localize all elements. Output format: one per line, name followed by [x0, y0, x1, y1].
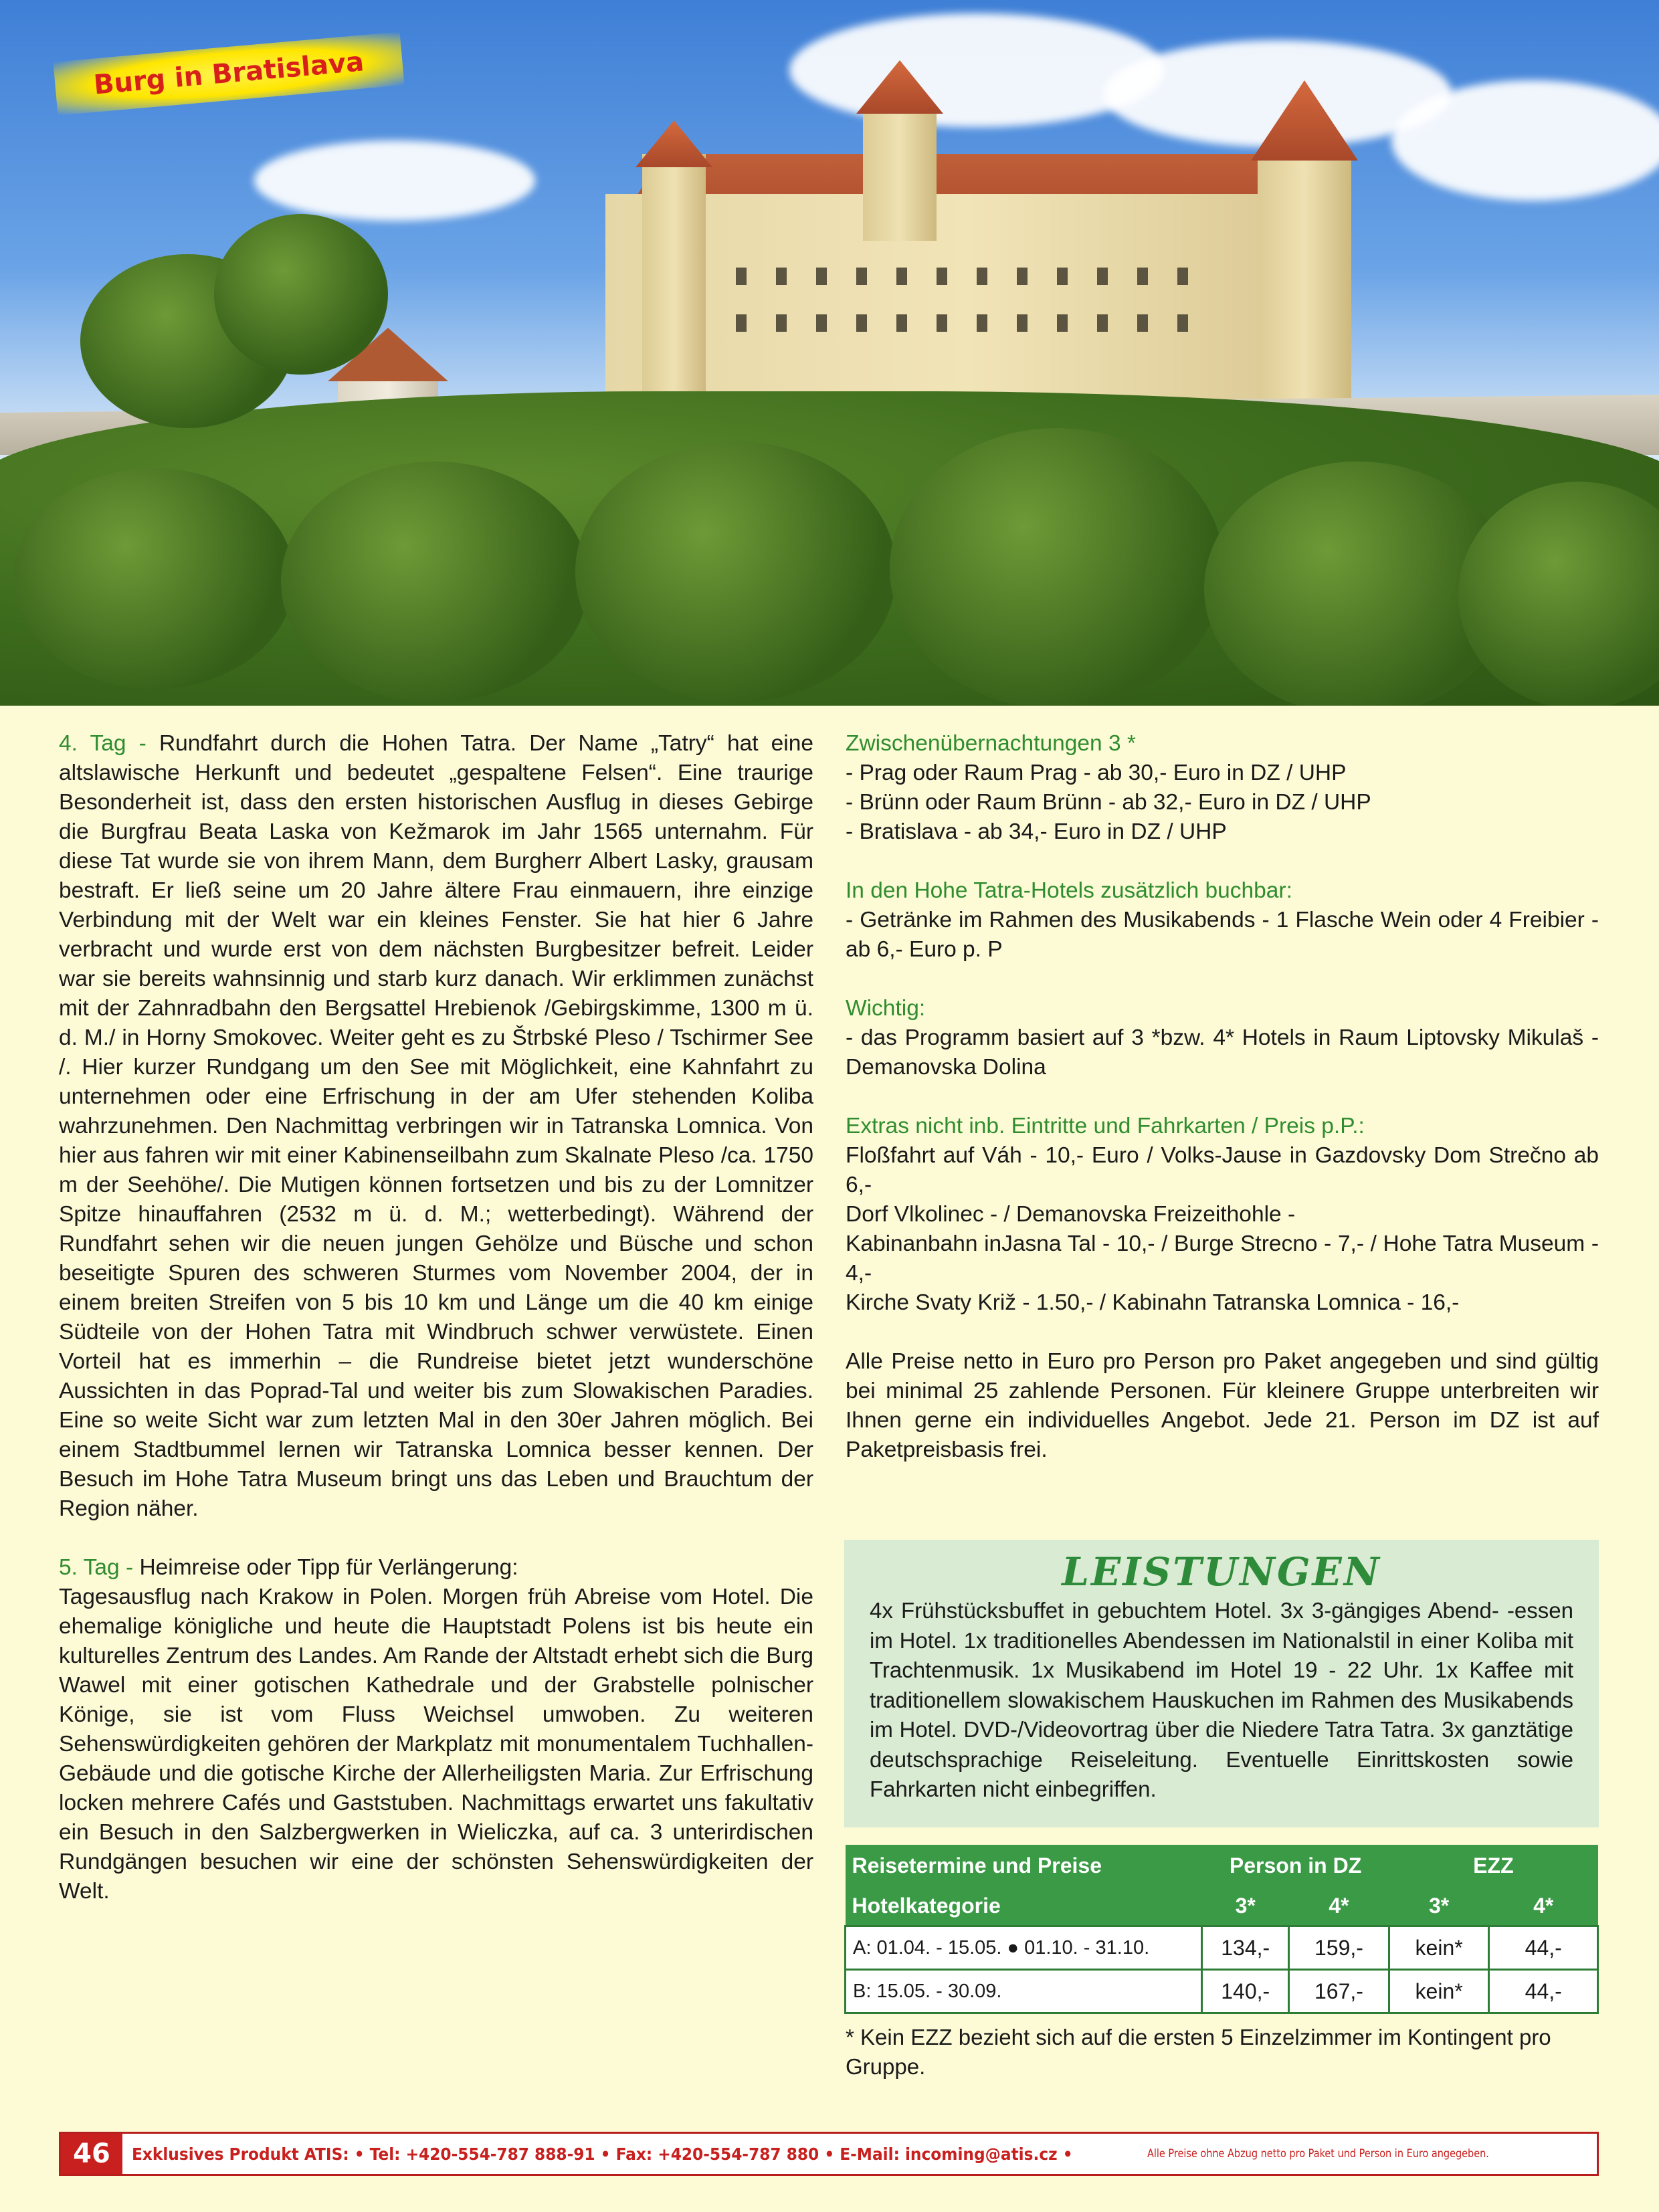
table-footnote: * Kein EZZ bezieht sich auf die ersten 5 Einzelzimmer im Kontingent pro Gruppe. [846, 2025, 1551, 2079]
row-term: A: 01.04. - 15.05. ● 01.10. - 31.10. [846, 1926, 1202, 1970]
table-row [846, 1970, 1598, 2013]
day4-paragraph [59, 729, 813, 1524]
zwischen-heading: Zwischenübernachtungen 3 * [846, 731, 1136, 756]
extras-line: Floßfahrt auf Váh - 10,- Euro / Volks-Jause in Gazdovsky Dom Strečno ab 6,- [846, 1143, 1599, 1197]
wichtig-text: - das Programm basiert auf 3 *bzw. 4* Hotels in Raum Liptovsky Mikulaš - Demanovska Dolina [846, 1025, 1599, 1080]
day4-text: Rundfahrt durch die Hohen Tatra. Der Name „Tatry“ hat eine altslawische Herkunft und bedeutet „gespaltene Felsen“. Eine traurige Besonderheit ist, dass den ersten historischen Ausflug in dieses Gebirge die Burgfrau Beata Laska von Kežmarok im Jahr 1565 unternahm. Für diese Tat wurde sie von ihrem Mann, dem Burgherr Albert Lasky, grausam bestraft. Er ließ seine um 20 Jahre ältere Frau einmauern, ihre einzige Verbindung mit der Welt war ein kleines Fenster. Sie hat hier 6 Jahre verbracht und wurde erst von dem nächsten Burgbesitzer befreit. Leider war sie bereits wahnsinnig und starb kurz danach. Wir erklimmen zunächst mit der Zahnradbahn den Bergsattel Hrebienok /Gebirgskimme, 1300 m ü. d. M./ in Horny Smokovec. Weiter geht es zu Štrbské Pleso / Tschirmer See /. Hier kurzer Rundgang um den See mit Möglichkeit, eine Kahnfahrt zu unternehmen oder eine Erfrischung in der am Ufer stehenden Koliba wahrzunehmen. Den Nachmittag verbringen wir in Tatranska Lomnica. Von hier aus fahren wir mit einer Kabinenseilbahn zum Skalnate Pleso /ca. 1750 m der Seehöhe/. Die Mutigen können fortsetzen und bis zu der Lomnitzer Spitze hinauffahren (2532 m ü. d. M.; wetterbedingt). Während der Rundfahrt sehen wir die neuen jungen Gehölze und Büsche und schon beseitigte Spuren des schweren Sturmes vom November 2004, der in einem breiten Streifen von 5 bis 10 km und Länge um die 40 km einige Südteile von der Hohen Tatra mit Windbruch schwer verwüstete. Einen Vorteil hat es immerhin – die Rundreise bietet jetzt wunderschöne Aussichten in das Poprad-Tal und weiter bis zum Slowakischen Paradies. Eine so weite Sicht war zum letzten Mal in den 30er Jahren möglich. Bei einem Stadtbummel lernen wir Tatranska Lomnica besser kennen. Der Besuch im Hohe Tatra Museum bringt uns das Leben und Brauchtum der Region näher. [59, 731, 813, 1521]
leistungen-box [844, 1540, 1599, 1827]
row-ezz-3: kein* [1389, 1970, 1489, 2013]
row-term: B: 15.05. - 30.09. [846, 1970, 1202, 2013]
zusatz-heading: In den Hohe Tatra-Hotels zusätzlich buchbar: [846, 878, 1292, 903]
photo-caption-badge [54, 31, 405, 115]
row-price-4: 159,- [1289, 1926, 1389, 1970]
day5-heading-line [59, 1553, 813, 1583]
extras-line: Dorf Vlkolinec - / Demanovska Freizeithohle - [846, 1202, 1296, 1227]
table-header-row [846, 1845, 1598, 1886]
zwischen-line: - Prag oder Raum Prag - ab 30,- Euro in DZ / UHP [846, 761, 1347, 785]
header-category: 4* [1289, 1886, 1389, 1926]
row-price-3: 140,- [1202, 1970, 1289, 2013]
zusatz-text: - Getränke im Rahmen des Musikabends - 1 Flasche Wein oder 4 Freibier - ab 6,- Euro p. P [846, 908, 1599, 962]
header-category: 3* [1389, 1886, 1489, 1926]
hero-photo-bratislava-castle [0, 0, 1659, 706]
row-ezz-4: 44,- [1489, 1926, 1598, 1970]
day4-label: 4. Tag - [59, 731, 159, 756]
header-person-dz: Person in DZ [1202, 1845, 1389, 1886]
page-number: 46 [61, 2134, 122, 2174]
prices-info-text: Alle Preise netto in Euro pro Person pro Paket angegeben und sind gültig bei minimal 25 zahlende Personen. Für kleinere Gruppe unterbreiten wir Ihnen gerne ein individuelles Angebot. Jede 21. Person im DZ ist auf Paketpreisbasis frei. [846, 1349, 1599, 1462]
zwischen-line: - Bratislava - ab 34,- Euro in DZ / UHP [846, 819, 1227, 844]
leistungen-text: 4x Frühstücksbuffet in gebuchtem Hotel. 3x 3-gängiges Abend- -essen im Hotel. 1x traditionelles Abendessen im Nationalstil in einer Koliba mit Trachtenmusik. 1x Musikabend im Hotel 19 - 22 Uhr. 1x Kaffee mit traditionellem slowakischem Hauskuchen im Rahmen des Musikabends im Hotel. DVD-/Videovortrag über die Niedere Tatra Tatra. 3x ganztätige deutschsprachige Reiseleitung. Eventuelle Einrittskosten sowie Fahrkarten nicht einbegriffen. [870, 1598, 1573, 1801]
header-ezz: EZZ [1389, 1845, 1597, 1886]
table-header-row [846, 1886, 1598, 1926]
extras-line: Kabinanbahn inJasna Tal - 10,- / Burge Strecno - 7,- / Hohe Tatra Museum - 4,- [846, 1231, 1599, 1286]
row-ezz-4: 44,- [1489, 1970, 1598, 2013]
extras-line: Kirche Svaty Križ - 1.50,- / Kabinahn Tatranska Lomnica - 16,- [846, 1290, 1460, 1315]
extras-heading: Extras nicht inb. Eintritte und Fahrkarten / Preis p.P.: [846, 1114, 1365, 1138]
day5-heading: Heimreise oder Tipp für Verlängerung: [139, 1555, 518, 1580]
row-ezz-3: kein* [1389, 1926, 1489, 1970]
header-category: 3* [1202, 1886, 1289, 1926]
wichtig-heading: Wichtig: [846, 996, 926, 1021]
day5-label: 5. Tag - [59, 1555, 140, 1580]
row-price-3: 134,- [1202, 1926, 1289, 1970]
header-reisetermine: Reisetermine und Preise [846, 1845, 1202, 1886]
zwischen-line: - Brünn oder Raum Brünn - ab 32,- Euro in DZ / UHP [846, 790, 1371, 815]
header-category: 4* [1489, 1886, 1598, 1926]
footer-contact: Exklusives Produkt ATIS: • Tel: +420-554-787 888-91 • Fax: +420-554-787 880 • E-Mail: incoming@atis.cz • [132, 2144, 1073, 2164]
photo-caption: Burg in Bratislava [92, 46, 365, 101]
row-price-4: 167,- [1289, 1970, 1389, 2013]
header-hotelkategorie: Hotelkategorie [846, 1886, 1202, 1926]
footer-bar [59, 2132, 1599, 2176]
price-table [844, 1845, 1599, 2014]
right-column [846, 729, 1599, 1465]
footer-price-note: Alle Preise ohne Abzug netto pro Paket und Person in Euro angegeben. [1147, 2147, 1490, 2160]
day5-text: Tagesausflug nach Krakow in Polen. Morgen früh Abreise vom Hotel. Die ehemalige königliche und heute die Hauptstadt Polens ist bis heute ein kulturelles Zentrum des Landes. Am Rande der Altstadt erhebt sich die Burg Wawel mit einer gotischen Kathedrale und der Grabstelle polnischer Könige, sie ist vom Fluss Weichsel umwoben. Zu weiteren Sehenswürdigkeiten gehören der Markplatz mit monumentalem Tuchhallen-Gebäude und die gotische Kirche der Allerheiligsten Maria. Zur Erfrischung locken mehrere Cafés und Gaststuben. Nachmittags erwartet uns fakultativ ein Besuch in den Salzbergwerken in Wieliczka, auf ca. 3 unterirdischen Rundgängen besuchen wir eine der schönsten Sehenswürdigkeiten der Welt. [59, 1585, 813, 1904]
table-row [846, 1926, 1598, 1970]
left-column [59, 729, 813, 1906]
leistungen-title: LEISTUNGEN [1062, 1549, 1381, 1595]
